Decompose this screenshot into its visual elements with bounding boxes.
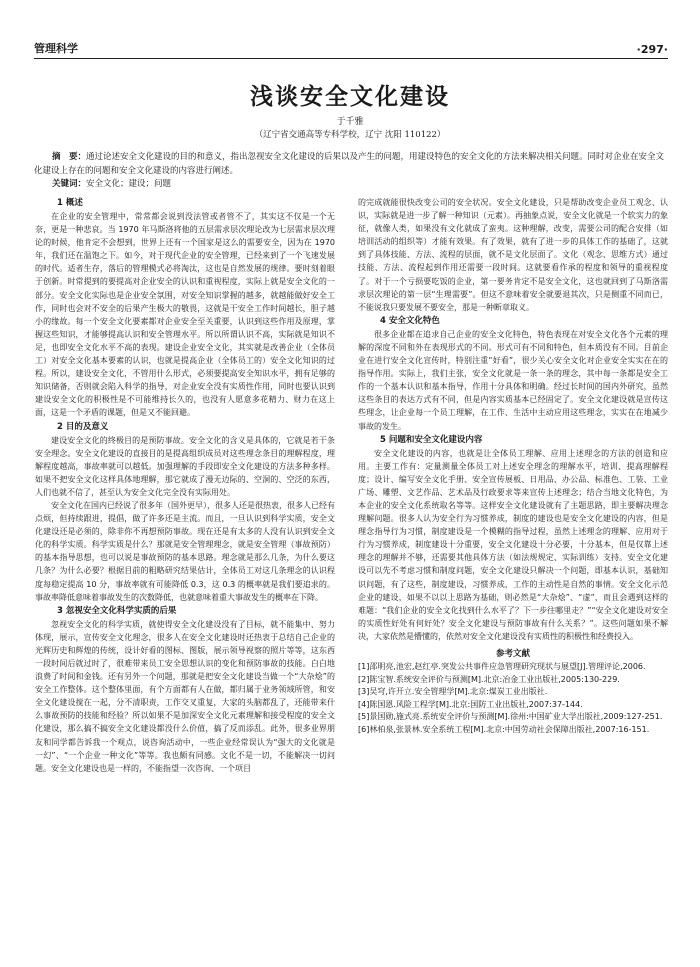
- paragraph: 很多企业都在追求自己企业的安全文化特色，特色表现在对安全文化各个元素的理解的深度不同和外在表现形式的不同。形式可有不同和特色，但本质没有不同。目前企业在进行安全文化宣传时，特别注重“好看”，很少关心安全文化对企业安全实实在在的指导作用。实际上，我们主张，安全文化就是一条一条的理念，其中每一条都是安全工作的一个基本认识和基本指导，作用十分具体和明确。经过长时间的国内外研究，虽然这些条目的表达方式有不同，但是内容实质基本已经固定了。安全文化建设就是宣传这些理念，让企业每一个员工理解，在工作、生活中主动应用这些理念，实实在在地减少事故的发生。: [358, 329, 668, 431]
- reference-item: [2]陈宝智.系统安全评价与预测[M].北京:冶金工业出版社,2005:130-229.: [358, 674, 620, 684]
- paragraph: 建设安全文化的终极目的是预防事故。安全文化的含义是具体的，它就是若干条安全理念。安全文化建设的直接目的是提高组织成员对这些理念条目的理解程度，理解程度越高，事故率就可以越低。加强理解的手段即安全文化建设的方法多种多样。如果不把安全文化这样具体地理解，那它就成了漫无边际的、空洞的、空泛的东西，人们也就不信了，甚至认为安全文化完全没有实际用处。: [35, 435, 335, 497]
- keywords-text: 安全文化；建设；问题: [86, 179, 172, 189]
- keywords-label: 关键词：: [52, 179, 87, 189]
- abstract-label: 摘 要：: [52, 152, 87, 162]
- section-heading: 1 概述: [57, 198, 83, 208]
- right-column: [358, 196, 668, 737]
- section-heading: 4 安全文化特色: [380, 315, 440, 326]
- header-rule: [34, 58, 668, 59]
- author-affiliation: （辽宁省交通高等专科学校，辽宁 沈阳 110122）: [254, 130, 446, 140]
- paragraph: 忽视安全文化的科学实质，就使得安全文化建设没有了目标，就不能集中、努力体现，展示，宣传安全文化理念，很多人在安全文化建设时还热衷于总结自己企业的光辉历史和辉煌的传统，设计好看的图标、图版，展示领导视察的照片等等，这东西一段时间后就过时了，很难带来员工安全思想认识的变化和预防事故的技能。白白地浪费了时间和金钱。还有另外一个问题，那就是把安全文化建设当做一个“大杂烩”的安全工作整体。这个整体里面，有个方面都有人在做，都归属于业务领域所管，和安全文化建设搅在一起，分不清职责，工作交叉重复，大家的头脑都乱了，还能带来什么事故预防的技能和经验？所以如果不是加深安全文化元素理解和接受程度的安全文化建设，那么搞不搞安全文化建设都没什么价值，搞了反而添乱。此外，很多业界朋友和同学都告诉我一个观点，说咨询活动中，一些企业经常误认为“强大的文化就是一幻”、“一个企业一种文化”等等。我也颇有同感。文化不是一切，不能解决一切问题。安全文化建设也是一样的，不能指望一次咨询、一个项目: [35, 619, 335, 773]
- running-header: [34, 38, 668, 56]
- abstract-text: 通过论述安全文化建设的目的和意义，指出忽视安全文化建设的后果以及产生的问题，用建设特色的安全文化的方法来解决相关问题。同时对企业在安全文化建设上存在的问题和安全文化建设的内容进行阐述。: [34, 152, 665, 176]
- section-heading: 5 问题和安全文化建设内容: [380, 434, 483, 445]
- paragraph: 在企业的安全管理中，常常都会说到没法管或者管不了，其实这不仅是一个无奈，更是一种悲哀。当 1970 年马斯洛将他的五层需求层次理论改为七层需求层次理论的时候，他肯定不会想到，世界上还有一个国家是这么的需要安全，因为在 1970 年，我们还在温饱之下。如今，对于现代企业的安全管理，已经来到了一个飞速发展的时代。适者生存，落后的管理模式必将淘汰，这也是自然发展的规律。要时刻着眼于创新。时常提到的要提高对企业安全的认识和重视程度，实际上就是安全文化的一部分。安全文化实际也是企业安全氛围，对安全知识掌握的越多，就越能做好安全工作，同时也会对不安全的后果产生极大的敬畏，这就是干安全工作时间越长，胆子越小的缘故。每一个安全文化要素都对企业安全至关重要，认识到这些作用及原理，掌握这些知识，才能够提高认识和安全管理水平。所以所谓认识不高，实际就是知识不足，也即安全文化水平不高的表现。建设企业安全文化，其实就是改善企业（全体员工）对安全文化基本要素的认识，也就是提高企业（全体员工的）安全文化知识的过程。所以，建设安全文化，不管用什么形式，必须要提高安全知识水平，拥有足够的知识储备，否则就会陷入科学的指导，对企业安全没有实质性作用，同时也要认识到建设安全文化的积极性是不可能维持长久的，也没有人愿意多花精力、财力在这上面，这是一个矛盾的课题，但是又不能回避。: [35, 212, 335, 418]
- section-heading: 2 目的及意义: [57, 421, 109, 432]
- reference-item: [6]林柏泉,张景林.安全系统工程[M].北京:中国劳动社会保障出版社,2007:16-151.: [358, 724, 650, 734]
- reference-item: [3]吴穹,许开立.安全管理学[M].北京:煤炭工业出版社.: [358, 687, 548, 697]
- reference-item: [5]景国勋,施式亮.系统安全评价与预测[M].徐州:中国矿业大学出版社,2009:127-251.: [358, 712, 663, 722]
- left-column: [35, 196, 335, 775]
- abstract: [34, 150, 668, 178]
- journal-name: 管理科学: [34, 42, 78, 55]
- references-heading: 参考文献: [495, 649, 530, 659]
- article-author: 于千雅: [336, 117, 364, 127]
- section-heading: 3 忽视安全文化科学实质的后果: [57, 605, 177, 616]
- paragraph: 安全文化建设的内容，也就是让全体员工理解、应用上述理念的方法的创造和应用。主要工作有：定量测量全体员工对上述安全理念的理解水平，培训、提高理解程度；设计、编写安全文化手册、安全宣传展板、日用品、办公品、标准色、工装、工业广场、雕塑、文艺作品、艺术品及行政要求等来宣传上述理念；结合当地文化特色，为本企业的安全文化系统取名等等。这样安全文化建设就有了主题思路，即主要解决理念理解问题。很多人认为安全行为习惯养成，制度的建设也是安全文化建设的内容，但是理念指导行为习惯，制度建设是一个模糊的指导过程，虽然上述理念的理解、应用对于行为习惯养成，制度建设十分重要，安全文化建设十分必要，十分基本，但是仅靠上述理念的理解并不够，还需要其他具体方法（如法规规定、实际训练）支持。安全文化建设可以先不考虑习惯和制度问题，安全文化建设只解决一个问题，即基本认识，基础知识问题，有了这些，制度建设，习惯养成，工作的主动性是自然的事情。安全文化示范企业的建设，如果不以以上思路为基础，则必然是“大杂烩”、“虚”，而且会遇到这样的难题：“我们企业的安全文化找到什么水平了？下一步往哪里走？”“安全文化建设对安全的实质性好处有何好处？安全文化建设与预防事故有什么关系？”。这些问题如果不解决，大家依然是懵懂的，依然对安全文化建设没有实质性的积极性和经费投入。: [358, 448, 668, 641]
- article-title: 浅谈安全文化建设: [250, 83, 450, 110]
- reference-item: [1]邵明亮,池宏,赵红亭.突发公共事件应急管理研究现状与展望[J].管理评论,2006.: [358, 662, 646, 671]
- page-number: ·297·: [636, 43, 668, 56]
- paragraph: 的完成就能很快改变公司的安全状况。安全文化建设，只是帮助改变企业员工观念、认识，实际就是进一步了解一种知识（元素）。再抽象点说，安全文化就是一个软实力的象征，就像人类，如果没有文化就成了蛮夷。这种理解，改变，需要公司的配合安排（如培训活动的组织等）才能有效果。有了效果，就有了进一步的具体工作的基础了，这就到了具体技能、方法、流程的层面，就不是文化层面了。文化（观念、思维方式）通过技能、方法、流程起到作用还需要一段时间。这就要看作承的程度和领导的重视程度了。对于一个亏损要吃饭的企业，第一要务肯定不是安全文化，这也就回到了马斯洛需求层次理论的第一层“生理需要”。但这不意味着安全就要退其次，只是侧重不同而已，不能说我只要发展不要安全，那是一种断章取义。: [358, 198, 668, 312]
- keywords: [52, 178, 668, 191]
- paragraph: 安全文化在国内已经说了很多年（国外更早），很多人还是很热衷，很多人已经有点烦，但持续跟进，提倡，做了许多还是主流。而且，一旦认识到科学实质，安全文化建设还是必须的，除非你不再想预防事故。现在还是有太多的人没有认识到安全文化的科学实质。科学实质是什么？那就是安全管理理念，就是安全管理（事故预防）的基本指导思想，也可以说是事故预防的基本思路。理念就是那么几条，为什么要这几条？为什么必要？根据目前的粗略研究结果估计，全体员工对这几条理念的认识程度每稳定提高 10 分，事故率就有可能降低 0.3，这 0.3 的概率就是我们要追求的。事故率降低意味着事故发生的次数降低，也就意味着重大事故发生的概率在下降。: [35, 500, 335, 602]
- reference-item: [4]陈国恩.风险工程学[M].北京:国防工业出版社,2007:37-144.: [358, 699, 583, 709]
